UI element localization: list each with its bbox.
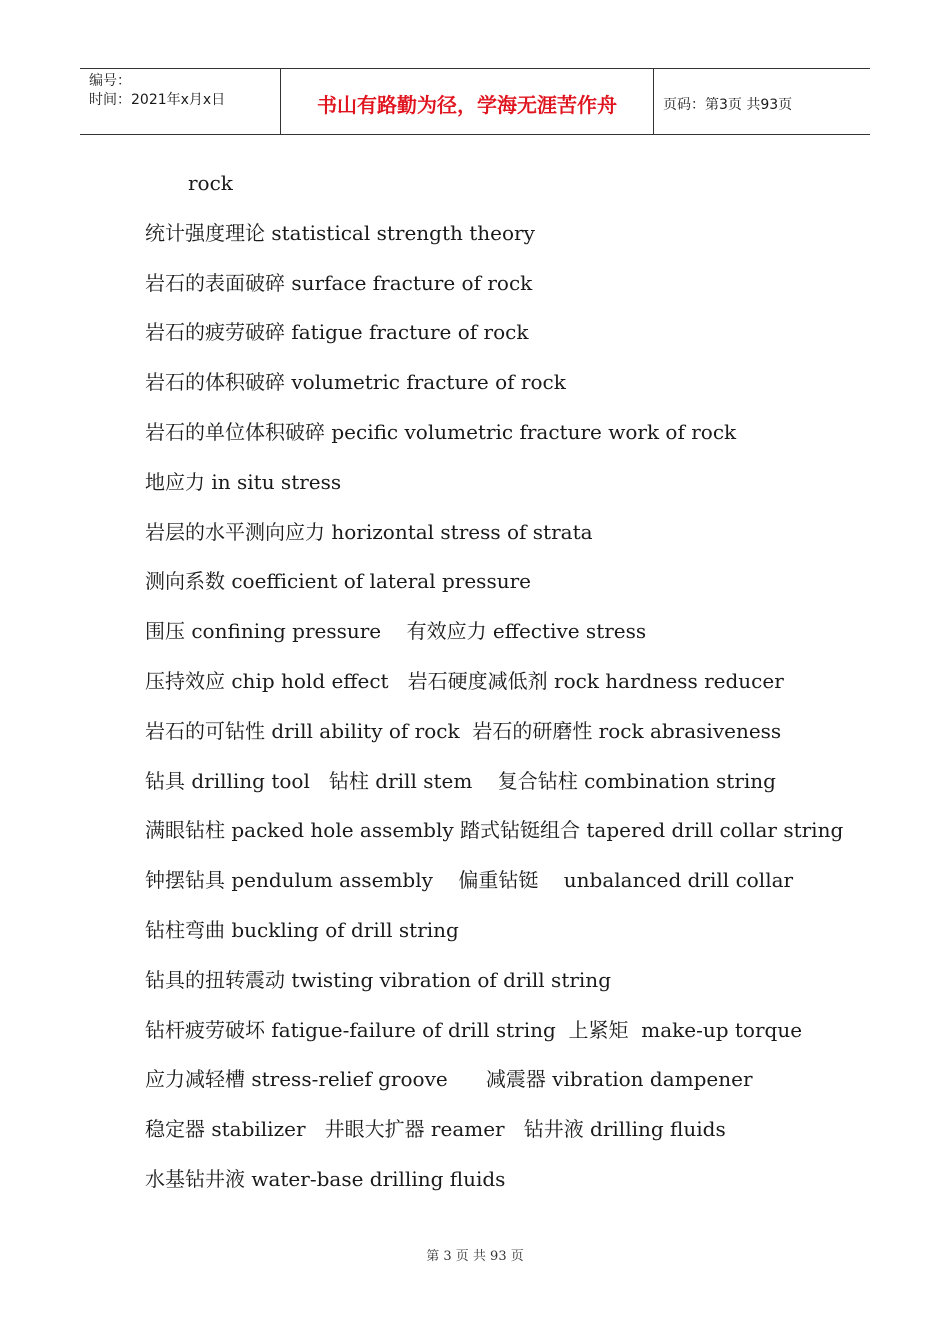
glossary-line: 岩石的疲劳破碎 fatigue fracture of rock	[145, 320, 529, 345]
glossary-line: 钻杆疲劳破坏 fatigue-failure of drill string 上紧矩 make-up torque	[145, 1017, 803, 1042]
glossary-line: 地应力 in situ stress	[145, 469, 342, 494]
glossary-line: 水基钻井液 water-base drilling fluids	[145, 1166, 506, 1191]
header-page-info: 页码：第3页 共93页	[663, 96, 793, 113]
glossary-line: 围压 confining pressure 有效应力 effective stress	[145, 619, 647, 644]
header-meta	[80, 69, 281, 134]
glossary-line: 压持效应 chip hold effect 岩石硬度减低剂 rock hardness reducer	[145, 668, 784, 693]
glossary-line: 岩层的水平测向应力 horizontal stress of strata	[145, 519, 593, 544]
glossary-line: 岩石的体积破碎 volumetric fracture of rock	[145, 370, 566, 395]
glossary-line: 岩石的单位体积破碎 pecific volumetric fracture work of rock	[145, 419, 737, 444]
glossary-line: 岩石的表面破碎 surface fracture of rock	[145, 270, 533, 295]
glossary-line: 稳定器 stabilizer 井眼大扩器 reamer 钻井液 drilling fluids	[145, 1117, 726, 1142]
glossary-line: 岩石的可钻性 drill ability of rock 岩石的研磨性 rock abrasiveness	[145, 718, 782, 743]
glossary-line: 应力减轻槽 stress-relief groove 减震器 vibration dampener	[145, 1067, 753, 1092]
page-footer: 第 3 页 共 93 页	[426, 1249, 524, 1264]
time-label: 时间：2021年x月x日	[89, 92, 226, 108]
header-motto: 书山有路勤为径，学海无涯苦作舟	[281, 69, 654, 134]
glossary-line: 钻具 drilling tool 钻柱 drill stem 复合钻柱 combination string	[145, 768, 776, 793]
page-header	[80, 68, 870, 135]
glossary-line: 钻具的扭转震动 twisting vibration of drill string	[145, 967, 611, 992]
glossary-line: 钻柱弯曲 buckling of drill string	[145, 917, 459, 942]
glossary-line: rock	[188, 171, 233, 195]
glossary-line: 钟摆钻具 pendulum assembly 偏重钻铤 unbalanced drill collar	[145, 868, 794, 893]
glossary-line: 统计强度理论 statistical strength theory	[145, 220, 535, 245]
glossary-line: 测向系数 coefficient of lateral pressure	[145, 569, 531, 594]
code-label: 编号：	[89, 73, 131, 89]
glossary-body	[145, 160, 885, 1206]
glossary-line: 满眼钻柱 packed hole assembly 踏式钻铤组合 tapered drill collar string	[145, 818, 844, 843]
